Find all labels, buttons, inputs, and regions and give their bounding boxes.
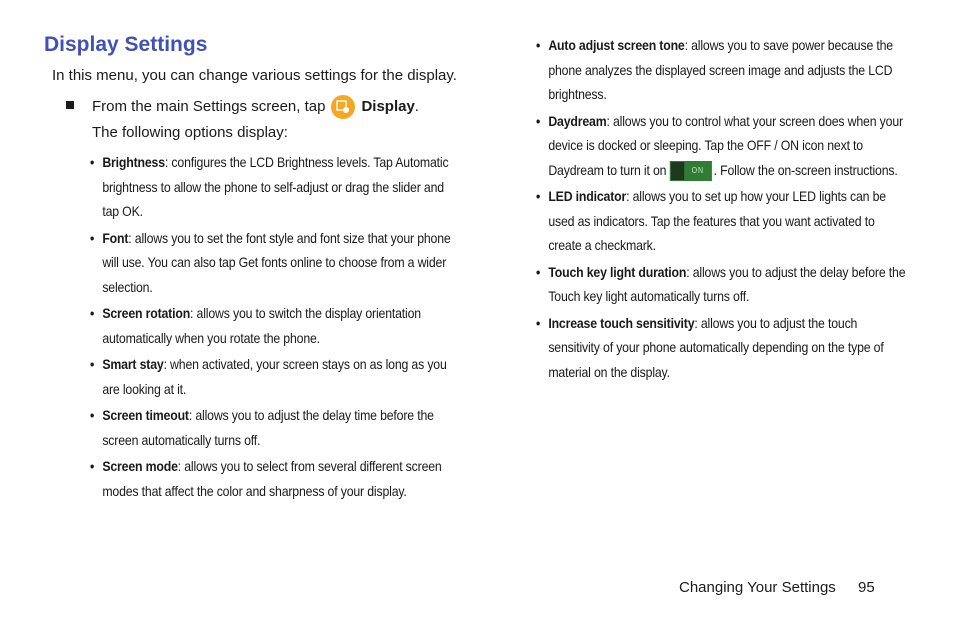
toggle-label: ON — [685, 162, 711, 180]
bullet-icon: • — [90, 407, 95, 423]
bullet-icon: • — [536, 263, 541, 280]
item-term: Screen timeout — [102, 407, 189, 423]
item-desc: : allows you to select from several different screen modes that affect the color and sharpness of your display. — [102, 458, 442, 499]
item-desc: : when activated, your screen stays on as long as you are looking at it. — [102, 356, 447, 397]
bullet-icon: • — [90, 356, 95, 372]
on-toggle-icon — [670, 161, 712, 181]
list-item — [536, 33, 908, 107]
item-desc-after: . Follow the on-screen instructions. — [713, 161, 898, 178]
options-list-left — [90, 150, 450, 505]
bullet-icon: • — [536, 37, 541, 53]
list-item — [90, 150, 460, 224]
item-term: LED indicator — [548, 188, 627, 204]
bullet-icon: • — [90, 154, 95, 170]
item-desc: : allows you to set up how your LED lights can be used as indicators. Tap the features that you want activated to create a checkmark. — [548, 188, 886, 253]
list-item — [90, 226, 460, 300]
item-desc: : allows you to adjust the delay time before the screen automatically turns off. — [102, 407, 434, 448]
page-number: 95 — [858, 579, 875, 596]
footer-section-title: Changing Your Settings — [679, 579, 836, 596]
bullet-icon: • — [536, 112, 541, 129]
display-settings-icon — [331, 95, 355, 119]
item-desc: : allows you to switch the display orientation automatically when you rotate the phone. — [102, 305, 421, 346]
item-desc: : allows you to adjust the delay before the Touch key light automatically turns off. — [548, 263, 906, 304]
bullet-icon: • — [90, 229, 95, 246]
list-item — [90, 352, 460, 401]
item-term: Increase touch sensitivity — [548, 314, 695, 331]
item-term: Smart stay — [102, 356, 164, 372]
list-item — [90, 403, 460, 452]
bullet-icon: • — [90, 305, 95, 321]
list-item — [536, 184, 908, 258]
item-term: Screen rotation — [102, 305, 191, 321]
item-desc: : allows you to save power because the phone analyzes the displayed screen image and adjusts the LCD brightness. — [548, 37, 893, 102]
intro-text: In this menu, you can change various settings for the display. — [52, 67, 457, 84]
item-desc: : allows you to adjust the touch sensitivity of your phone automatically depending on the type of material on the display. — [548, 314, 884, 380]
item-term: Daydream — [548, 112, 607, 129]
page-title: Display Settings — [44, 33, 208, 56]
step-suffix: . — [414, 98, 419, 115]
list-item — [536, 109, 908, 183]
list-item — [536, 311, 908, 385]
item-term: Auto adjust screen tone — [548, 37, 685, 53]
list-item — [536, 260, 908, 309]
item-desc: : allows you to control what your screen does when your device is docked or sleeping. Tap the OFF / ON icon next to Daydream to turn it on — [548, 112, 903, 178]
item-desc: : allows you to set the font style and font size that your phone will use. You can also tap Get fonts online to choose from a wider selection. — [102, 229, 451, 295]
bullet-icon: • — [536, 314, 541, 331]
bullet-icon: • — [536, 188, 541, 204]
item-desc: : configures the LCD Brightness levels. Tap Automatic brightness to allow the phone to self-adjust or drag the slider and tap OK. — [102, 154, 449, 219]
item-term: Font — [102, 229, 129, 246]
step-target: Display — [361, 98, 415, 115]
list-item — [90, 301, 460, 350]
item-term: Brightness — [102, 154, 165, 170]
step-prefix: From the main Settings screen, tap — [92, 98, 326, 115]
list-item — [90, 454, 460, 503]
item-term: Screen mode — [102, 458, 178, 474]
step-following: The following options display: — [92, 124, 288, 141]
instruction-step — [66, 94, 466, 146]
square-bullet-icon — [66, 101, 74, 109]
item-term: Touch key light duration — [548, 263, 687, 280]
bullet-icon: • — [90, 458, 95, 474]
options-list-right — [536, 33, 906, 386]
